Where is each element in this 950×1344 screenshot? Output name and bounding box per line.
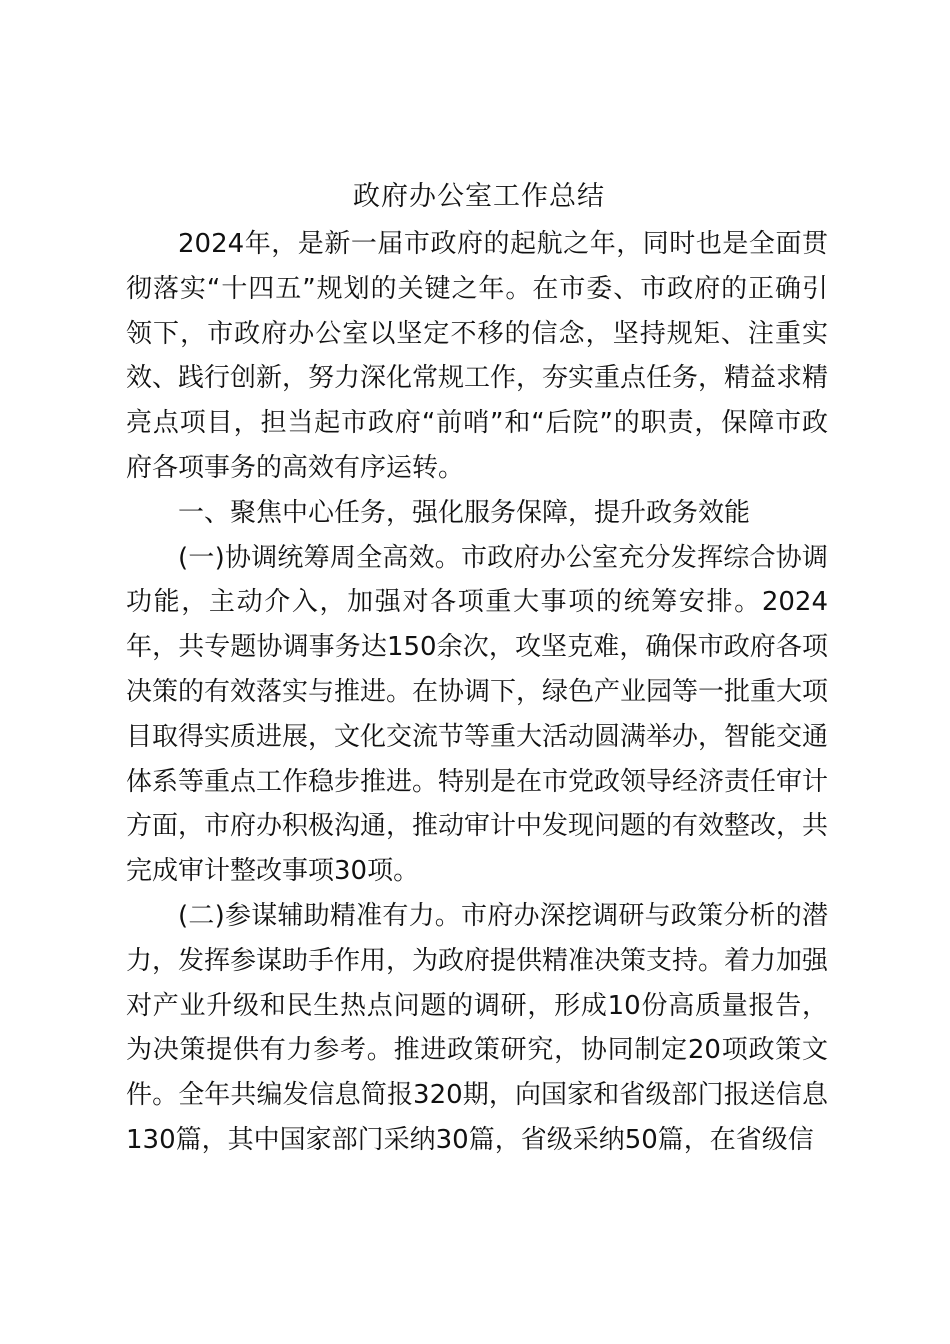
subsection-paragraph-1: (一)协调统筹周全高效。市政府办公室充分发挥综合协调功能，主动介入，加强对各项重大事项的统筹安排。2024年，共专题协调事务达150余次，攻坚克难，确保市政府各项决策的有效落实与推进。在协调下，绿色产业园等一批重大项目取得实质进展，文化交流节等重大活动圆满举办，智能交通体系等重点工作稳步推进。特别是在市党政领导经济责任审计方面，市府办积极沟通，推动审计中发现问题的有效整改，共完成审计整改事项30项。: [126, 542, 829, 887]
document-body: [126, 222, 828, 1163]
intro-paragraph: 2024年，是新一届市政府的起航之年，同时也是全面贯彻落实“十四五”规划的关键之年。在市委、市政府的正确引领下，市政府办公室以坚定不移的信念，坚持规矩、注重实效、践行创新，努力深化常规工作，夯实重点任务，精益求精亮点项目，担当起市政府“前哨”和“后院”的职责，保障市政府各项事务的高效有序运转。: [126, 229, 829, 483]
subsection-paragraph-2: (二)参谋辅助精准有力。市府办深挖调研与政策分析的潜力，发挥参谋助手作用，为政府提供精准决策支持。着力加强对产业升级和民生热点问题的调研，形成10份高质量报告，为决策提供有力参考。推进政策研究，协同制定20项政策文件。全年共编发信息简报320期，向国家和省级部门报送信息130篇，其中国家部门采纳30篇，省级采纳50篇，在省级信: [126, 900, 829, 1155]
document-title: 政府办公室工作总结: [353, 181, 605, 212]
section-heading-1: 一、聚焦中心任务，强化服务保障，提升政务效能: [178, 497, 751, 528]
